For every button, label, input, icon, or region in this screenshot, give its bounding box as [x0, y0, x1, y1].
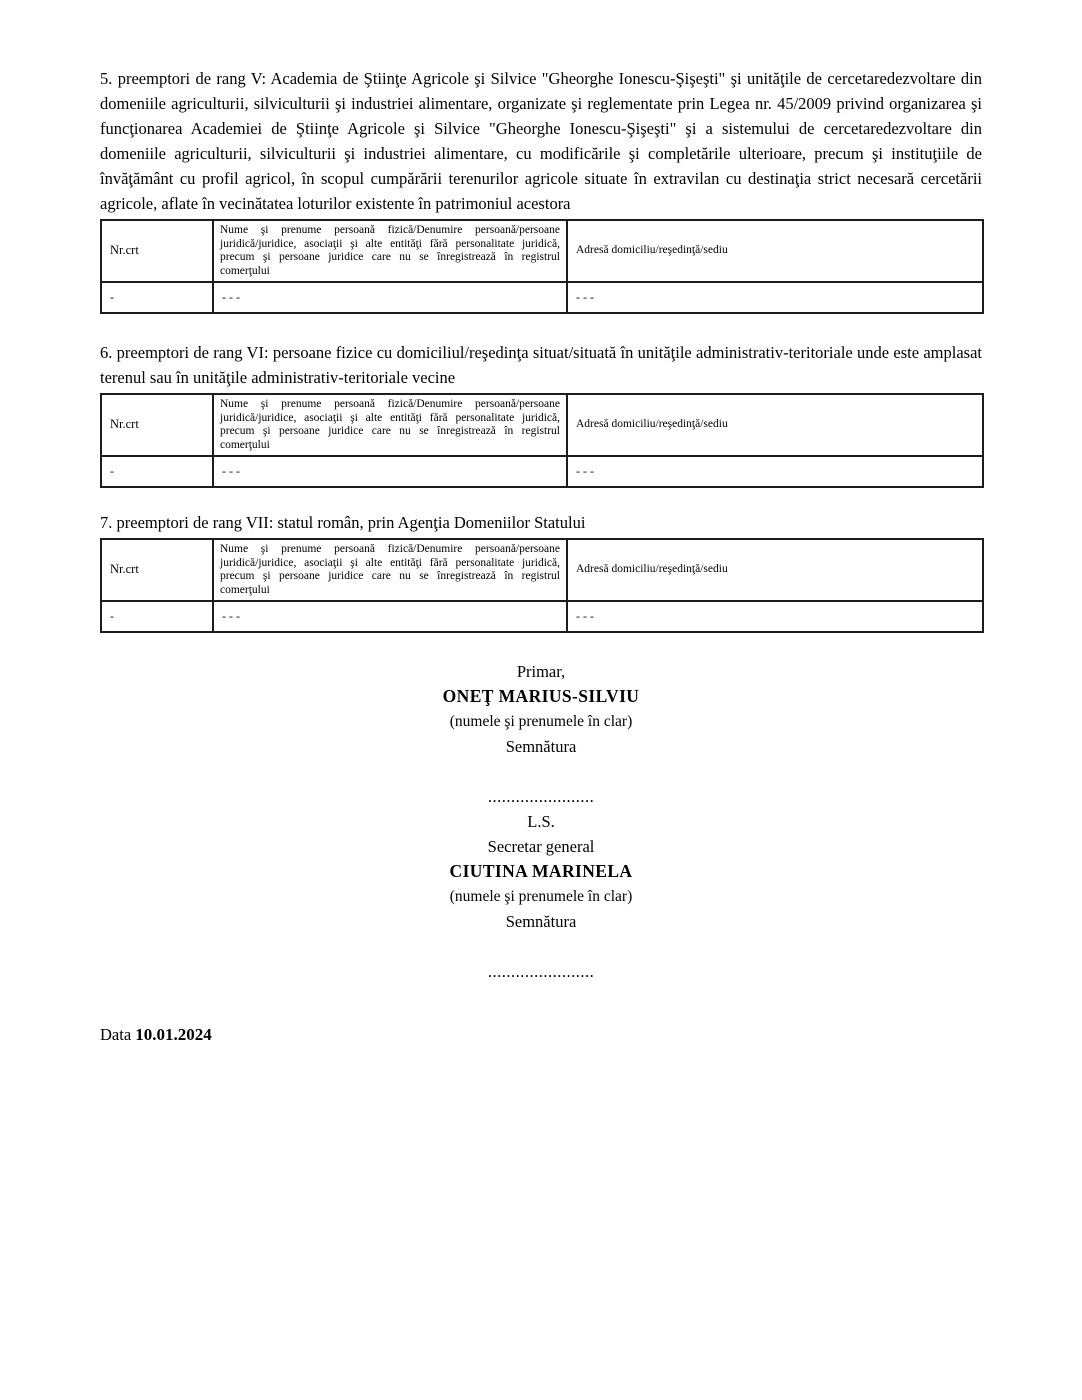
- col-header-name: Nume şi prenume persoană fizică/Denumire persoană/persoane juridică/juridice, asociaţii şi alte entităţi fără personalitate juridică, precum şi persoane juridice care nu se înregistrează în registrul comerţului: [213, 394, 567, 456]
- col-header-name: Nume şi prenume persoană fizică/Denumire persoană/persoane juridică/juridice, asociaţii şi alte entităţi fără personalitate juridică, precum şi persoane juridice care nu se înregistrează în registrul comerţului: [213, 539, 567, 601]
- table-row: [101, 601, 983, 632]
- col-header-nr-crt: Nr.crt: [101, 394, 213, 456]
- date-label: Data: [100, 1025, 132, 1044]
- cell-address: - - -: [567, 601, 983, 632]
- cell-name: - - -: [213, 282, 567, 313]
- name-clarification-note: (numele şi prenumele în clar): [449, 713, 633, 730]
- dotted-signature-line: .......................: [487, 962, 595, 981]
- cell-name: - - -: [213, 601, 567, 632]
- col-header-address: Adresă domiciliu/reşedinţă/sediu: [567, 539, 983, 601]
- col-header-nr-crt: Nr.crt: [101, 539, 213, 601]
- stamp-label: L.S.: [527, 812, 555, 831]
- cell-address: - - -: [567, 282, 983, 313]
- table-header-row: [101, 220, 983, 282]
- date-value: 10.01.2024: [135, 1025, 212, 1044]
- name-clarification-note: (numele şi prenumele în clar): [449, 888, 633, 905]
- cell-nr: -: [101, 456, 213, 487]
- secretary-role: Secretar general: [487, 837, 595, 856]
- cell-address: - - -: [567, 456, 983, 487]
- section-rank-vi-heading: 6. preemptori de rang VI: persoane fizice cu domiciliul/reşedinţa situat/situată în unităţile administrativ-teritoriale unde este amplasat terenul sau în unităţile administrativ-teritoriale vecine: [100, 343, 982, 387]
- cell-nr: -: [101, 601, 213, 632]
- dotted-signature-line: .......................: [487, 787, 595, 806]
- signature-block: [100, 659, 982, 984]
- table-row: [101, 456, 983, 487]
- mayor-name: ONEŢ MARIUS-SILVIU: [442, 686, 640, 706]
- table-header-row: [101, 394, 983, 456]
- cell-nr: -: [101, 282, 213, 313]
- preemptors-rank-vii-table: [100, 538, 984, 633]
- secretary-name: CIUTINA MARINELA: [449, 861, 633, 881]
- col-header-address: Adresă domiciliu/reşedinţă/sediu: [567, 220, 983, 282]
- preemptors-rank-v-table: [100, 219, 984, 314]
- cell-name: - - -: [213, 456, 567, 487]
- document-date: [100, 1022, 982, 1047]
- col-header-name: Nume şi prenume persoană fizică/Denumire persoană/persoane juridică/juridice, asociaţii şi alte entităţi fără personalitate juridică, precum şi persoane juridice care nu se înregistrează în registrul comerţului: [213, 220, 567, 282]
- section-rank-vii-heading: 7. preemptori de rang VII: statul român, prin Agenţia Domeniilor Statului: [100, 513, 586, 532]
- mayor-role: Primar,: [516, 662, 566, 681]
- signature-label: Semnătura: [505, 912, 577, 931]
- table-row: [101, 282, 983, 313]
- col-header-address: Adresă domiciliu/reşedinţă/sediu: [567, 394, 983, 456]
- col-header-nr-crt: Nr.crt: [101, 220, 213, 282]
- preemptors-rank-vi-table: [100, 393, 984, 488]
- signature-label: Semnătura: [505, 737, 577, 756]
- table-header-row: [101, 539, 983, 601]
- section-rank-v-heading: 5. preemptori de rang V: Academia de Ştiinţe Agricole şi Silvice "Gheorghe Ionescu-Şişeşti" şi unităţile de cercetaredezvoltare din domeniile agriculturii, silviculturii şi industriei alimentare, organizate şi reglementate prin Legea nr. 45/2009 privind organizarea şi funcţionarea Academiei de Ştiinţe Agricole şi Silvice "Gheorghe Ionescu-Şişeşti" şi a sistemului de cercetaredezvoltare din domeniile agriculturii, silviculturii şi industriei alimentare, cu modificările şi completările ulterioare, precum şi instituţiile de învăţământ cu profil agricol, în scopul cumpărării terenurilor agricole situate în extravilan cu destinaţia strict necesară cercetării agricole, aflate în vecinătatea loturilor existente în patrimoniul acestora: [100, 69, 982, 213]
